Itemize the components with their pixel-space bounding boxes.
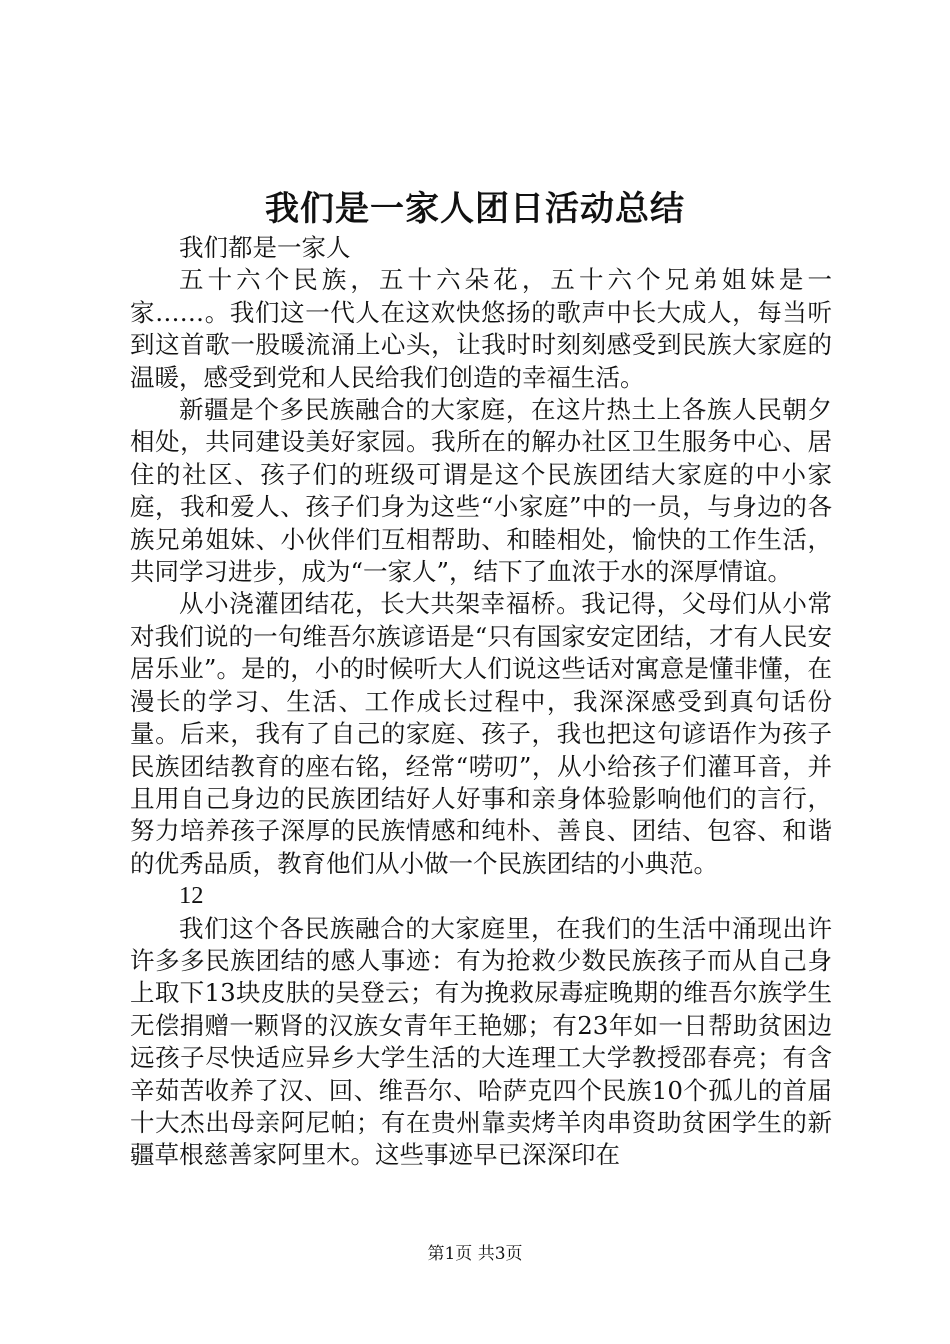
paragraph-3: 从小浇灌团结花，长大共架幸福桥。我记得，父母们从小常对我们说的一句维吾尔族谚语是“只有国家安定团结，才有人民安居乐业”。是的，小的时候听大人们说这些话对寓意是懂非懂，在漫长的学习、生活、工作成长过程中，我深深感受到真句话份量。后来，我有了自己的家庭、孩子，我也把这句谚语作为孩子民族团结教育的座右铭，经常“唠叨”，从小给孩子们灌耳音，并且用自己身边的民族团结好人好事和亲身体验影响他们的言行，努力培养孩子深厚的民族情感和纯朴、善良、团结、包容、和谐的优秀品质，教育他们从小做一个民族团结的小典范。	[130, 589, 832, 878]
paragraph-2: 新疆是个多民族融合的大家庭，在这片热土上各族人民朝夕相处，共同建设美好家园。我所在的解办社区卫生服务中心、居住的社区、孩子们的班级可谓是这个民族团结大家庭的中小家庭，我和爱人、孩子们身为这些“小家庭”中的一员，与身边的各族兄弟姐妹、小伙伴们互相帮助、和睦相处，愉快的工作生活，共同学习进步，成为“一家人”，结下了血浓于水的深厚情谊。	[130, 395, 832, 587]
paragraph-subtitle: 我们都是一家人	[179, 233, 351, 262]
page-footer: 第1页 共3页	[427, 1244, 523, 1264]
paragraph-4: 我们这个各民族融合的大家庭里，在我们的生活中涌现出许许多多民族团结的感人事迹：有为抢救少数民族孩子而从自己身上取下13块皮肤的吴登云；有为挽救尿毒症晚期的维吾尔族学生无偿捐赠一颗肾的汉族女青年王艳娜；有23年如一日帮助贫困边远孩子尽快适应异乡大学生活的大连理工大学教授邵春亮；有含辛茹苦收养了汉、回、维吾尔、哈萨克四个民族10个孤儿的首届十大杰出母亲阿尼帕；有在贵州靠卖烤羊肉串资助贫困学生的新疆草根慈善家阿里木。这些事迹早已深深印在	[130, 913, 832, 1170]
paragraph-number: 12	[179, 882, 204, 910]
document-body	[130, 232, 832, 1172]
document-title: 我们是一家人团日活动总结	[265, 189, 685, 229]
paragraph-1: 五十六个民族，五十六朵花，五十六个兄弟姐妹是一家……。我们这一代人在这欢快悠扬的歌声中长大成人，每当听到这首歌一股暖流涌上心头，让我时时刻刻感受到民族大家庭的温暖，感受到党和人民给我们创造的幸福生活。	[130, 265, 832, 392]
